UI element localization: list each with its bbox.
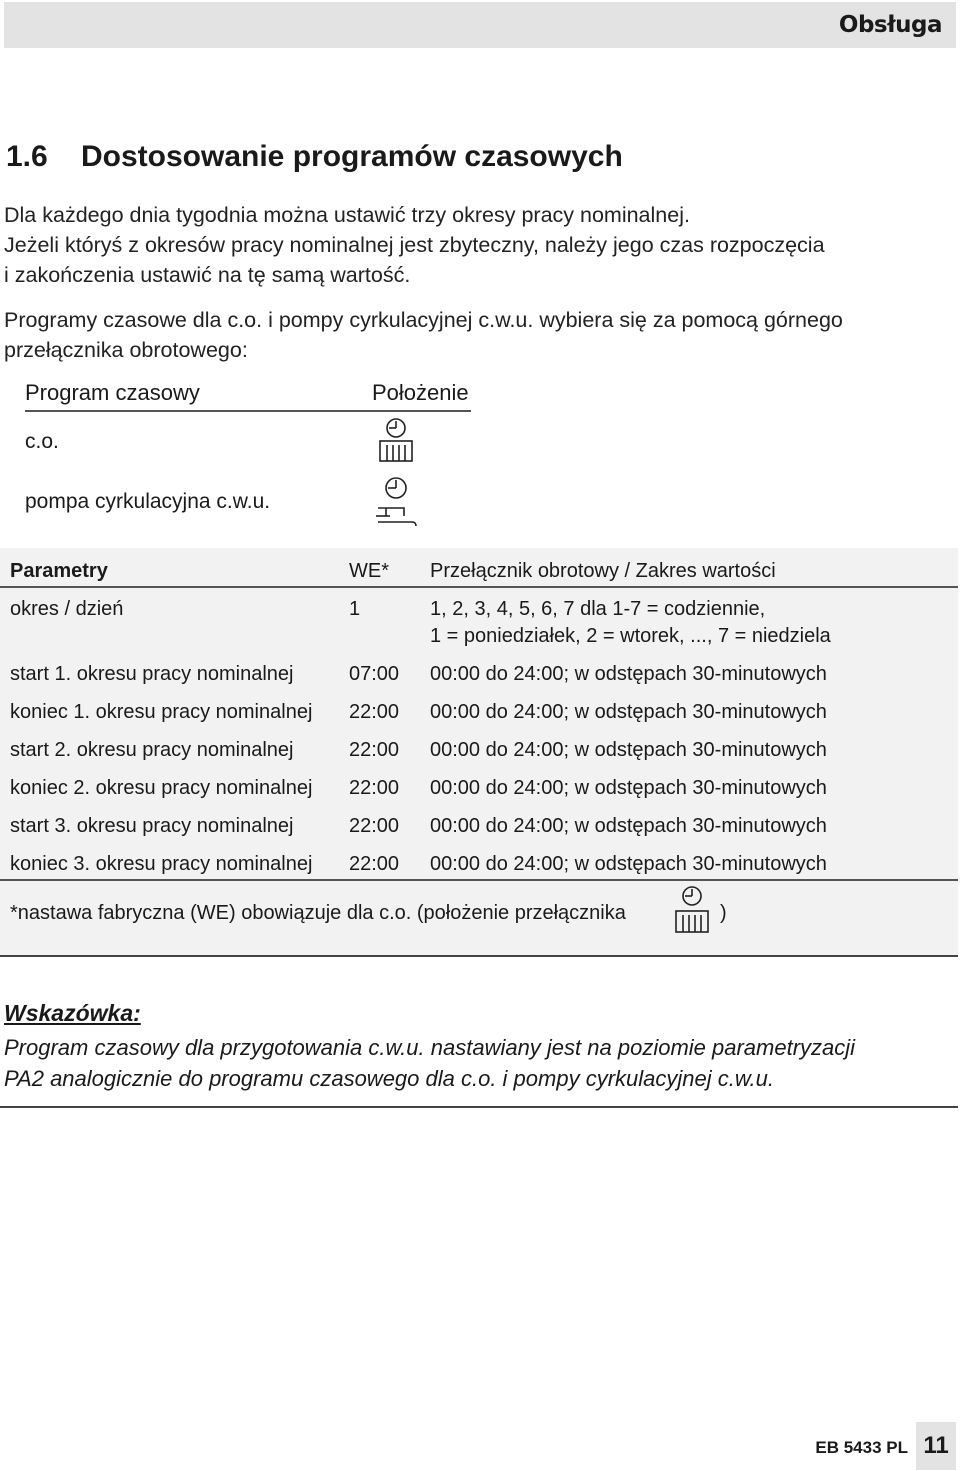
params-row-param: koniec 2. okresu pracy nominalnej [10,777,313,799]
note-line-1: Program czasowy dla przygotowania c.w.u. nastawiany jest na poziomie parametryzacji [4,1035,856,1060]
selector-col-program-header: Program czasowy [25,380,200,405]
note-line-2: PA2 analogicznie do programu czasowego dla c.o. i pompy cyrkulacyjnej c.w.u. [4,1066,774,1091]
params-row-param: okres / dzień [10,598,124,620]
intro-line-1: Dla każdego dnia tygodnia można ustawić trzy okresy pracy nominalnej. [4,203,690,227]
params-row-param: start 3. okresu pracy nominalnej [10,815,294,837]
section-heading [6,140,623,174]
params-row-range: 00:00 do 24:00; w odstępach 30-minutowych [430,853,827,875]
clock-radiator-icon [376,416,416,466]
section-title: Dostosowanie programów czasowych [81,140,623,173]
selector-row-pump-label: pompa cyrkulacyjna c.w.u. [25,490,271,513]
selector-header-rule [25,410,471,412]
intro-line-5: przełącznika obrotowego: [4,338,248,362]
params-row-we: 22:00 [349,739,400,761]
clock-tap-icon [374,476,418,530]
selector-row-co-label: c.o. [25,430,59,453]
params-row-param: start 1. okresu pracy nominalnej [10,663,294,685]
params-row-range: 00:00 do 24:00; w odstępach 30-minutowych [430,739,827,761]
intro-line-3: i zakończenia ustawić na tę samą wartość. [4,263,411,287]
params-row-range: 00:00 do 24:00; w odstępach 30-minutowych [430,777,827,799]
params-footer-rule [0,879,958,881]
note-top-rule [0,955,958,957]
params-row-range: 00:00 do 24:00; w odstępach 30-minutowych [430,663,827,685]
page-header-bar [4,2,956,48]
params-row-range-line2: 1 = poniedziałek, 2 = wtorek, ..., 7 = niedziela [430,625,831,647]
note-bottom-rule [0,1106,958,1108]
params-row-param: koniec 3. okresu pracy nominalnej [10,853,313,875]
params-row-param: start 2. okresu pracy nominalnej [10,739,294,761]
section-number: 1.6 [6,140,48,173]
params-footnote: *nastawa fabryczna (WE) obowiązuje dla c.o. (położenie przełącznika [10,902,626,924]
params-row-range: 00:00 do 24:00; w odstępach 30-minutowych [430,815,827,837]
intro-line-2: Jeżeli któryś z okresów pracy nominalnej jest zbyteczny, należy jego czas rozpoczęcia [4,233,825,257]
params-row-we: 22:00 [349,815,400,837]
params-row-we: 22:00 [349,701,400,723]
intro-line-4: Programy czasowe dla c.o. i pompy cyrkulacyjnej c.w.u. wybiera się za pomocą górnego [4,308,843,332]
params-header-param: Parametry [10,560,108,582]
clock-radiator-icon [672,884,712,936]
params-row-we: 22:00 [349,777,400,799]
params-row-range: 00:00 do 24:00; w odstępach 30-minutowych [430,701,827,723]
header-title: Obsługa [838,12,942,38]
params-header-we: WE* [349,560,389,582]
params-row-we: 22:00 [349,853,400,875]
params-row-we: 1 [349,598,361,620]
params-header-range: Przełącznik obrotowy / Zakres wartości [430,560,776,582]
footer-doc-code: EB 5433 PL [815,1438,908,1457]
params-row-range: 1, 2, 3, 4, 5, 6, 7 dla 1-7 = codziennie, [430,598,766,620]
footer-page-number: 11 [916,1422,956,1470]
params-header-rule [0,586,958,588]
params-row-we: 07:00 [349,663,400,685]
selector-col-position-header: Położenie [372,380,469,405]
params-row-param: koniec 1. okresu pracy nominalnej [10,701,313,723]
params-footnote-close: ) [720,902,727,924]
note-title: Wskazówka: [4,1000,141,1026]
